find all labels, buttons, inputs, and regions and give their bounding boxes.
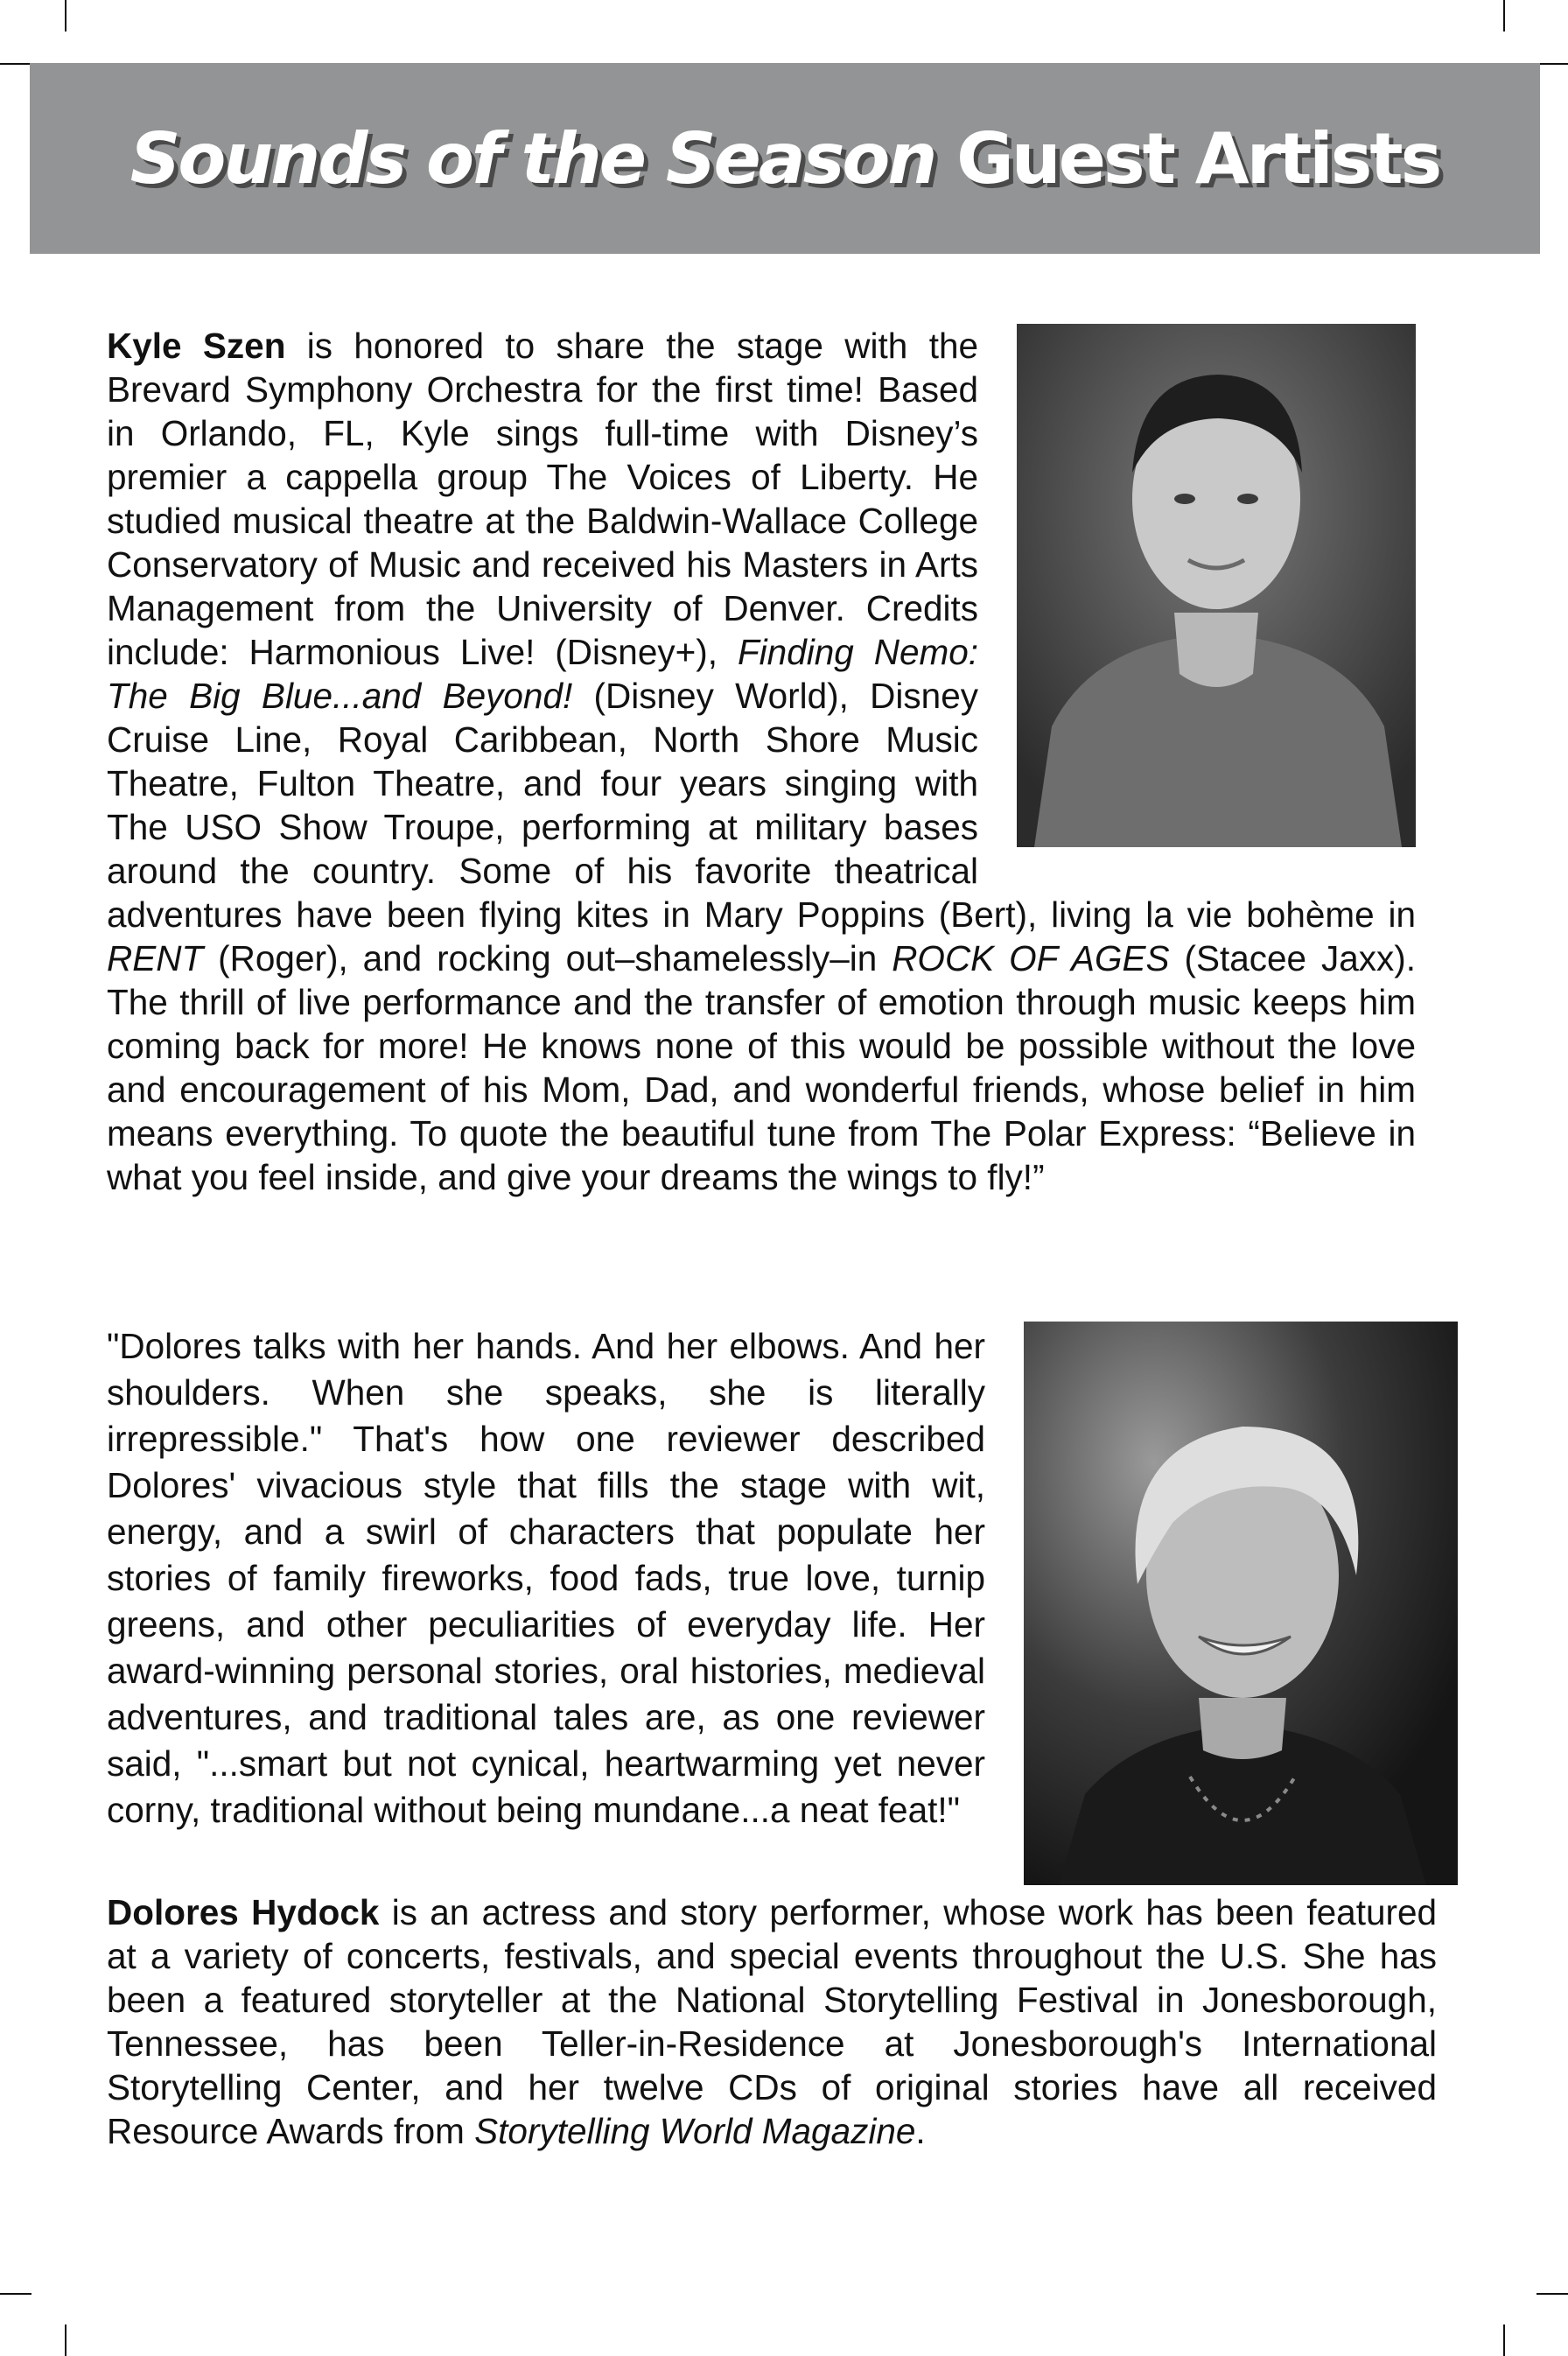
- bio-text: (Disney World), Disney Cruise Line, Royal Caribbean, North Shore Music Theatre, Fulton Theatre, and four years singing with The USO Show Troupe, performing at military bases around the country. Some of his favorite theatrical adventures have been flying kites in Mary Poppins (Bert), living la vie bohème in: [107, 676, 1416, 935]
- show-title: ROCK OF AGES: [892, 938, 1170, 978]
- artist-name: Dolores Hydock: [107, 1892, 380, 1932]
- page-title: [130, 118, 1439, 200]
- crop-mark: [1536, 63, 1568, 65]
- crop-mark: [65, 2324, 66, 2356]
- bio-text: .: [915, 2111, 926, 2151]
- header-banner: [30, 63, 1540, 254]
- crop-mark: [0, 63, 32, 65]
- bio-text: (Roger), and rocking out–shamelessly–in: [203, 938, 892, 978]
- page-title-rest: Guest Artists: [956, 117, 1440, 200]
- bio-text: (Stacee Jaxx). The thrill of live performance and the transfer of emotion through music keeps him coming back for more! He knows none of this would be possible without the love and encouragement of his Mom, Dad, and wonderful friends, whose belief in him means everything. To quote the beautiful tune from The Polar Express: “Believe in what you feel inside, and give your dreams the wings to fly!”: [107, 938, 1416, 1197]
- magazine-title: Storytelling World Magazine: [474, 2111, 916, 2151]
- crop-mark: [1536, 2293, 1568, 2295]
- dolores-hydock-photo: [1024, 1322, 1458, 1885]
- person-portrait-icon: [1017, 324, 1416, 847]
- crop-mark: [65, 0, 66, 32]
- bio-text: is an actress and story performer, whose work has been featured at a variety of concerts, festivals, and special events throughout the U.S. She has been a featured storyteller at the National Storytelling Festival in Jonesborough, Tennessee, has been Teller-in-Residence at Jonesborough's International Storytelling Center, and her twelve CDs of original stories have all received Resource Awards from: [107, 1892, 1437, 2151]
- crop-mark: [1503, 2324, 1505, 2356]
- bio-text: is honored to share the stage with the Brevard Symphony Orchestra for the first time! Based in Orlando, FL, Kyle sings full-time with Disney’s premier a cappella group The Voices of Liberty. He studied musical theatre at the Baldwin-Wallace College Conservatory of Music and received his Masters in Arts Management from the University of Denver. Credits include: Harmonious Live! (Disney+),: [107, 326, 978, 672]
- quote-text: "Dolores talks with her hands. And her elbows. And her shoulders. When she speaks, she is literally irrepressible." That's how one reviewer described Dolores' vivacious style that fills the stage with wit, energy, and a swirl of characters that populate her stories of family fireworks, food fads, true love, turnip greens, and other peculiarities of everyday life. Her award-winning personal stories, oral histories, medieval adventures, and traditional tales are, as one reviewer said, "...smart but not cynical, heartwarming yet never corny, traditional without being mundane...a neat feat!": [107, 1326, 985, 1830]
- page-title-italic: Sounds of the Season: [130, 117, 935, 200]
- person-portrait-icon: [1024, 1322, 1458, 1885]
- bio-dolores-hydock: [107, 1890, 1437, 2153]
- bio-dolores-quote: [107, 1323, 1437, 1885]
- kyle-szen-photo: [1017, 324, 1416, 847]
- crop-mark: [1503, 0, 1505, 32]
- bio-kyle-szen: [107, 324, 1416, 1199]
- crop-mark: [0, 2293, 32, 2295]
- show-title: Finding Nemo: The Big Blue...and Beyond!: [107, 632, 978, 716]
- show-title: RENT: [107, 938, 204, 978]
- artist-name: Kyle Szen: [107, 326, 286, 366]
